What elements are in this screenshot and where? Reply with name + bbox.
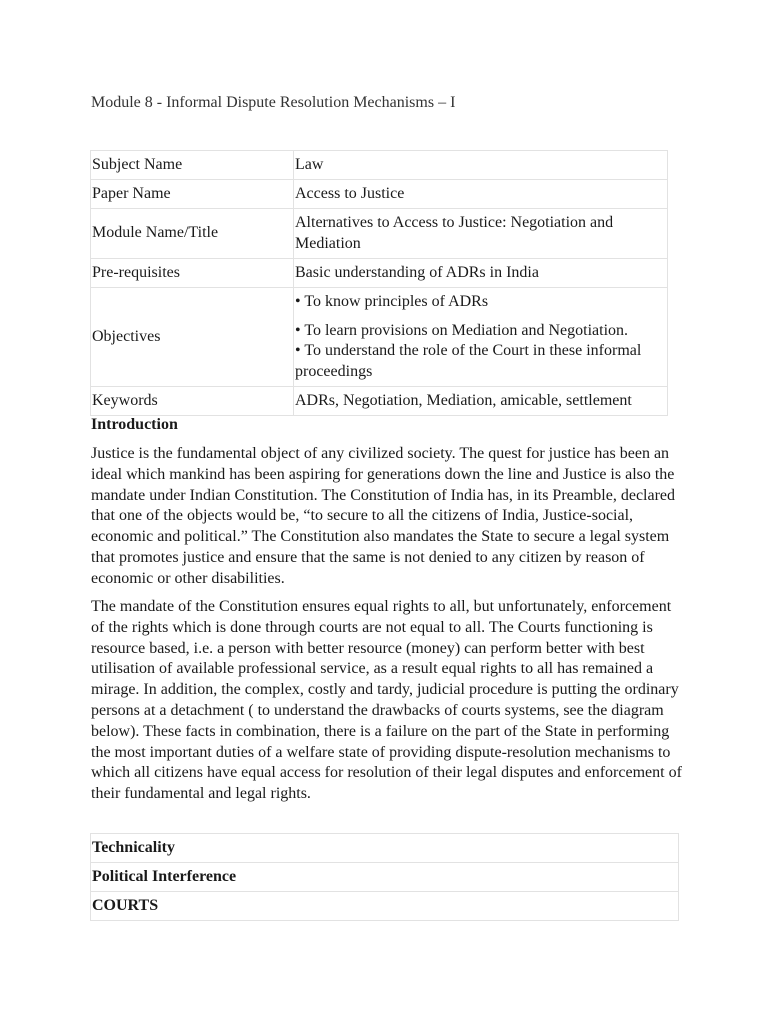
table-row: [91, 151, 668, 180]
keywords-label: Keywords: [91, 387, 294, 416]
subject-label: Subject Name: [91, 151, 294, 180]
table-row: [91, 387, 668, 416]
prereq-label: Pre-requisites: [91, 259, 294, 288]
module-value: Alternatives to Access to Justice: Negotiation and Mediation: [294, 209, 668, 259]
keywords-value: ADRs, Negotiation, Mediation, amicable, settlement: [294, 387, 668, 416]
prereq-value: Basic understanding of ADRs in India: [294, 259, 668, 288]
intro-paragraph: Justice is the fundamental object of any civilized society. The quest for justice has been an ideal which mankind has been aspiring for generations down the line and Justice is also the mandate under Indian Constitution. The Constitution of India has, in its Preamble, declared that one of the objects would be, “to secure to all the citizens of India, Justice-social, economic and political.” The Constitution also mandates the State to secure a legal system that promotes justice and ensure that the same is not denied to any citizen by reason of economic or other disabilities.: [91, 445, 676, 587]
diagram-cell: Technicality: [91, 834, 679, 863]
objective-item: • To learn provisions on Mediation and Negotiation.: [295, 321, 629, 339]
courts-diagram-table: [90, 833, 679, 921]
subject-value: Law: [294, 151, 668, 180]
table-row: [91, 180, 668, 209]
objectives-label: Objectives: [91, 288, 294, 387]
objective-item: • To understand the role of the Court in these informal proceedings: [295, 342, 642, 380]
objective-item: • To know principles of ADRs: [295, 293, 489, 310]
diagram-cell: Political Interference: [91, 863, 679, 892]
paper-label: Paper Name: [91, 180, 294, 209]
diagram-cell: COURTS: [91, 892, 679, 921]
module-info-table: [90, 150, 668, 416]
table-row: [91, 863, 679, 892]
table-row: [91, 288, 668, 387]
module-label: Module Name/Title: [91, 209, 294, 259]
table-row: [91, 834, 679, 863]
page-title: Module 8 - Informal Dispute Resolution Mechanisms – I: [91, 94, 456, 111]
table-row: [91, 259, 668, 288]
paper-value: Access to Justice: [294, 180, 668, 209]
objectives-list: [294, 288, 668, 387]
table-row: [91, 209, 668, 259]
table-row: [91, 892, 679, 921]
intro-paragraph: The mandate of the Constitution ensures equal rights to all, but unfortunately, enforcement of the rights which is done through courts are not equal to all. The Courts functioning is resource based, i.e. a person with better resource (money) can perform better with best utilisation of available professional service, as a result equal rights to all has remained a mirage. In addition, the complex, costly and tardy, judicial procedure is putting the ordinary persons at a detachment ( to understand the drawbacks of courts systems, see the diagram below). These facts in combination, there is a failure on the part of the State in performing the most important duties of a welfare state of providing dispute-resolution mechanisms to which all citizens have equal access for resolution of their legal disputes and enforcement of their fundamental and legal rights.: [91, 598, 682, 803]
section-heading-introduction: Introduction: [91, 416, 178, 433]
